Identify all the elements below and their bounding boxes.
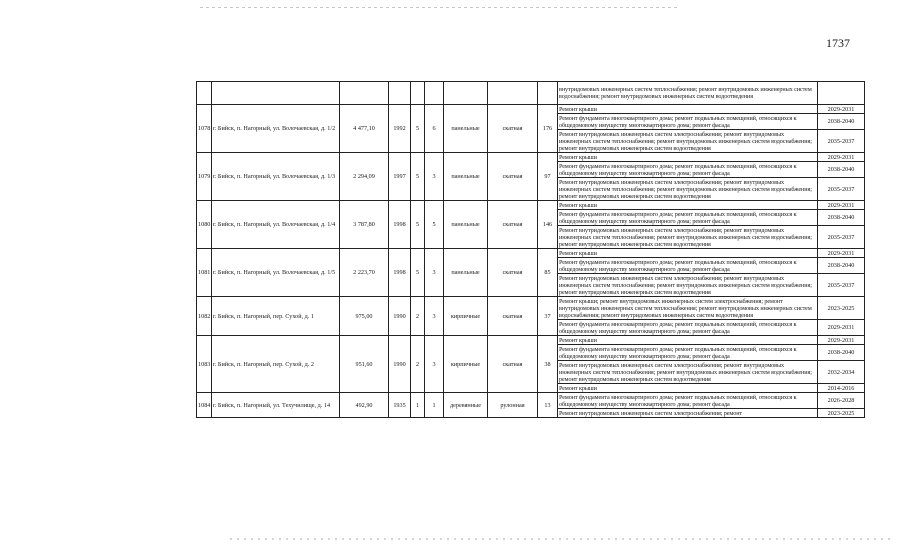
- entrances: 3: [425, 249, 444, 297]
- entrances: 6: [425, 105, 444, 153]
- build-year: 1992: [389, 105, 411, 153]
- empty-cell: [538, 82, 558, 105]
- work-period: 2029-2031: [818, 105, 865, 114]
- work-period: 2035-2037: [818, 178, 865, 201]
- work-period: 2038-2040: [818, 345, 865, 361]
- address: г. Бийск, п. Нагорный, ул. Техучилище, д. 14: [212, 393, 340, 418]
- empty-cell: [425, 82, 444, 105]
- wall-material: панельные: [444, 153, 488, 201]
- wall-material: панельные: [444, 105, 488, 153]
- work-period: 2023-2025: [818, 297, 865, 320]
- housing-repair-table: [196, 81, 865, 418]
- build-year: 1998: [389, 249, 411, 297]
- work-period: 2038-2040: [818, 162, 865, 178]
- page-number: 1737: [826, 36, 850, 50]
- work-period: 2029-2031: [818, 336, 865, 345]
- floors: 2: [411, 336, 425, 393]
- work-period: 2038-2040: [818, 210, 865, 226]
- residents-count: 38: [538, 336, 558, 393]
- address: г. Бийск, п. Нагорный, ул. Волочаевская, д. 1/3: [212, 153, 340, 201]
- work-description: Ремонт фундамента многоквартирного дома; ремонт подвальных помещений, относящихся к общедомовому имуществу многоквартирного дома; ремонт фасада: [558, 162, 818, 178]
- work-description: Ремонт внутридомовых инженерных систем электроснабжения; ремонт внутридомовых инженерных систем теплоснабжения; ремонт внутридомовых инженерных систем водоснабжения; ремонт внутридомовых инженерных систем водоотведения: [558, 130, 818, 153]
- work-description: Ремонт фундамента многоквартирного дома; ремонт подвальных помещений, относящихся к общедомовому имуществу многоквартирного дома; ремонт фасада: [558, 210, 818, 226]
- build-year: 1997: [389, 153, 411, 201]
- work-period: 2035-2037: [818, 226, 865, 249]
- residents-count: 85: [538, 249, 558, 297]
- roof-type: скатная: [488, 153, 538, 201]
- work-period: 2035-2037: [818, 130, 865, 153]
- work-period: 2029-2031: [818, 201, 865, 210]
- row-number: 1083: [197, 336, 212, 393]
- work-period: 2029-2031: [818, 249, 865, 258]
- roof-type: скатная: [488, 249, 538, 297]
- address: г. Бийск, п. Нагорный, ул. Волочаевская, д. 1/2: [212, 105, 340, 153]
- row-number: 1084: [197, 393, 212, 418]
- address: г. Бийск, п. Нагорный, пер. Сухой, д. 2: [212, 336, 340, 393]
- table-row-continuation: [197, 82, 865, 105]
- floors: 5: [411, 249, 425, 297]
- work-period: 2029-2031: [818, 320, 865, 336]
- roof-type: скатная: [488, 297, 538, 336]
- table-row: [197, 393, 865, 409]
- roof-type: рулонная: [488, 393, 538, 418]
- work-description: Ремонт внутридомовых инженерных систем электроснабжения; ремонт: [558, 409, 818, 418]
- total-area: 975,00: [340, 297, 389, 336]
- work-description: внутридомовых инженерных систем теплоснабжения; ремонт внутридомовых инженерных систем водоснабжения; ремонт внутридомовых инженерных систем водоотведения: [558, 82, 818, 105]
- entrances: 3: [425, 297, 444, 336]
- work-period: 2014-2016: [818, 384, 865, 393]
- work-period: 2029-2031: [818, 153, 865, 162]
- total-area: 951,60: [340, 336, 389, 393]
- floors: 1: [411, 393, 425, 418]
- wall-material: панельные: [444, 249, 488, 297]
- table-row: [197, 249, 865, 258]
- row-number: 1078: [197, 105, 212, 153]
- empty-cell: [389, 82, 411, 105]
- residents-count: 146: [538, 201, 558, 249]
- table-row: [197, 105, 865, 114]
- work-description: Ремонт фундамента многоквартирного дома; ремонт подвальных помещений, относящихся к общедомовому имуществу многоквартирного дома; ремонт фасада: [558, 320, 818, 336]
- work-description: Ремонт внутридомовых инженерных систем электроснабжения; ремонт внутридомовых инженерных систем теплоснабжения; ремонт внутридомовых инженерных систем водоснабжения; ремонт внутридомовых инженерных систем водоотведения: [558, 274, 818, 297]
- total-area: 492,90: [340, 393, 389, 418]
- table-row: [197, 201, 865, 210]
- work-period: 2032-2034: [818, 361, 865, 384]
- address: г. Бийск, п. Нагорный, пер. Сухой, д. 1: [212, 297, 340, 336]
- work-period: [818, 82, 865, 105]
- wall-material: кирпичные: [444, 336, 488, 393]
- residents-count: 13: [538, 393, 558, 418]
- work-description: Ремонт фундамента многоквартирного дома; ремонт подвальных помещений, относящихся к общедомовому имуществу многоквартирного дома; ремонт фасада: [558, 345, 818, 361]
- empty-cell: [488, 82, 538, 105]
- roof-type: скатная: [488, 105, 538, 153]
- empty-cell: [197, 82, 212, 105]
- work-period: 2026-2028: [818, 393, 865, 409]
- entrances: 1: [425, 393, 444, 418]
- build-year: 1998: [389, 201, 411, 249]
- entrances: 3: [425, 153, 444, 201]
- scan-artifact-bottom: [230, 538, 890, 540]
- table-row: [197, 153, 865, 162]
- total-area: 2 294,09: [340, 153, 389, 201]
- total-area: 2 223,70: [340, 249, 389, 297]
- work-description: Ремонт крыши: [558, 336, 818, 345]
- empty-cell: [411, 82, 425, 105]
- work-description: Ремонт крыши: [558, 249, 818, 258]
- work-period: 2035-2037: [818, 274, 865, 297]
- build-year: 1990: [389, 336, 411, 393]
- address: г. Бийск, п. Нагорный, ул. Волочаевская, д. 1/4: [212, 201, 340, 249]
- residents-count: 97: [538, 153, 558, 201]
- work-description: Ремонт внутридомовых инженерных систем электроснабжения; ремонт внутридомовых инженерных систем теплоснабжения; ремонт внутридомовых инженерных систем водоснабжения; ремонт внутридомовых инженерных систем водоотведения: [558, 361, 818, 384]
- work-description: Ремонт фундамента многоквартирного дома; ремонт подвальных помещений, относящихся к общедомовому имуществу многоквартирного дома; ремонт фасада: [558, 258, 818, 274]
- floors: 5: [411, 105, 425, 153]
- work-description: Ремонт крыши: [558, 153, 818, 162]
- floors: 5: [411, 153, 425, 201]
- work-description: Ремонт крыши: [558, 201, 818, 210]
- wall-material: панельные: [444, 201, 488, 249]
- table-row: [197, 336, 865, 345]
- entrances: 3: [425, 336, 444, 393]
- work-description: Ремонт фундамента многоквартирного дома; ремонт подвальных помещений, относящихся к общедомовому имуществу многоквартирного дома; ремонт фасада: [558, 393, 818, 409]
- wall-material: кирпичные: [444, 297, 488, 336]
- empty-cell: [444, 82, 488, 105]
- work-description: Ремонт внутридомовых инженерных систем электроснабжения; ремонт внутридомовых инженерных систем теплоснабжения; ремонт внутридомовых инженерных систем водоснабжения; ремонт внутридомовых инженерных систем водоотведения: [558, 226, 818, 249]
- total-area: 3 787,80: [340, 201, 389, 249]
- entrances: 5: [425, 201, 444, 249]
- work-description: Ремонт крыши: [558, 105, 818, 114]
- build-year: 1935: [389, 393, 411, 418]
- floors: 5: [411, 201, 425, 249]
- total-area: 4 477,10: [340, 105, 389, 153]
- row-number: 1080: [197, 201, 212, 249]
- work-description: Ремонт крыши; ремонт внутридомовых инженерных систем электроснабжения; ремонт внутридомовых инженерных систем теплоснабжения; ремонт внутридомовых инженерных систем водоснабжения; ремонт внутридомовых инженерных систем водоотведения: [558, 297, 818, 320]
- row-number: 1082: [197, 297, 212, 336]
- floors: 2: [411, 297, 425, 336]
- empty-cell: [340, 82, 389, 105]
- row-number: 1081: [197, 249, 212, 297]
- work-period: 2023-2025: [818, 409, 865, 418]
- table-row: [197, 297, 865, 320]
- residents-count: 176: [538, 105, 558, 153]
- roof-type: скатная: [488, 336, 538, 393]
- build-year: 1990: [389, 297, 411, 336]
- work-period: 2038-2040: [818, 114, 865, 130]
- roof-type: скатная: [488, 201, 538, 249]
- residents-count: 37: [538, 297, 558, 336]
- empty-cell: [212, 82, 340, 105]
- work-description: Ремонт внутридомовых инженерных систем электроснабжения; ремонт внутридомовых инженерных систем теплоснабжения; ремонт внутридомовых инженерных систем водоснабжения; ремонт внутридомовых инженерных систем водоотведения: [558, 178, 818, 201]
- work-period: 2038-2040: [818, 258, 865, 274]
- wall-material: деревянные: [444, 393, 488, 418]
- work-description: Ремонт фундамента многоквартирного дома; ремонт подвальных помещений, относящихся к общедомовому имуществу многоквартирного дома; ремонт фасада: [558, 114, 818, 130]
- row-number: 1079: [197, 153, 212, 201]
- address: г. Бийск, п. Нагорный, ул. Волочаевская, д. 1/5: [212, 249, 340, 297]
- work-description: Ремонт крыши: [558, 384, 818, 393]
- scan-artifact-top: [200, 7, 680, 8]
